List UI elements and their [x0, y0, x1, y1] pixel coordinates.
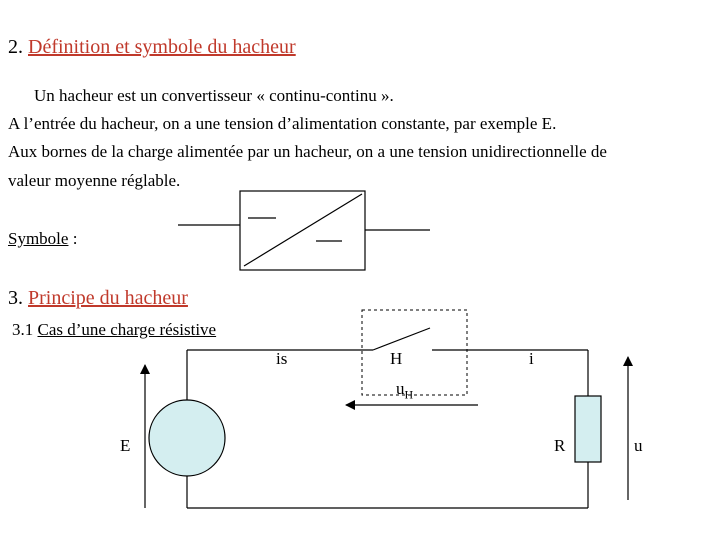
section-3-title: Principe du hacheur [28, 287, 188, 309]
label-i: i [529, 349, 534, 368]
paragraph-line-4: valeur moyenne réglable. [8, 171, 181, 190]
subsection-number: 3.1 [12, 320, 34, 339]
paragraph-line-3: Aux bornes de la charge alimentée par un hacheur, on a une tension unidirectionnelle de [8, 142, 607, 161]
switch-h [373, 328, 430, 350]
symbol-label: Symbole [8, 229, 69, 248]
label-h: H [390, 349, 403, 368]
section-2-title: Définition et symbole du hacheur [28, 36, 296, 58]
label-is: is [276, 349, 288, 368]
paragraph-line-2: A l’entrée du hacheur, on a une tension d’alimentation constante, par exemple E. [8, 114, 557, 133]
resistor-r [575, 396, 601, 462]
symbol-colon: : [68, 229, 78, 248]
switch-dashed-box [362, 310, 467, 395]
subsection-title: Cas d’une charge résistive [37, 320, 217, 339]
label-uh-main: u [396, 379, 405, 398]
label-u: u [634, 436, 643, 455]
voltage-source-e [149, 400, 225, 476]
label-r: R [554, 436, 566, 455]
circuit [145, 310, 628, 508]
chopper-symbol [178, 191, 430, 270]
label-uh-sub: H [404, 387, 414, 402]
section-2-number: 2. [8, 36, 23, 58]
label-uh [396, 379, 413, 402]
section-3-number: 3. [8, 287, 23, 309]
paragraph-line-1: Un hacheur est un convertisseur « continu-continu ». [34, 86, 394, 105]
label-e: E [120, 436, 131, 455]
